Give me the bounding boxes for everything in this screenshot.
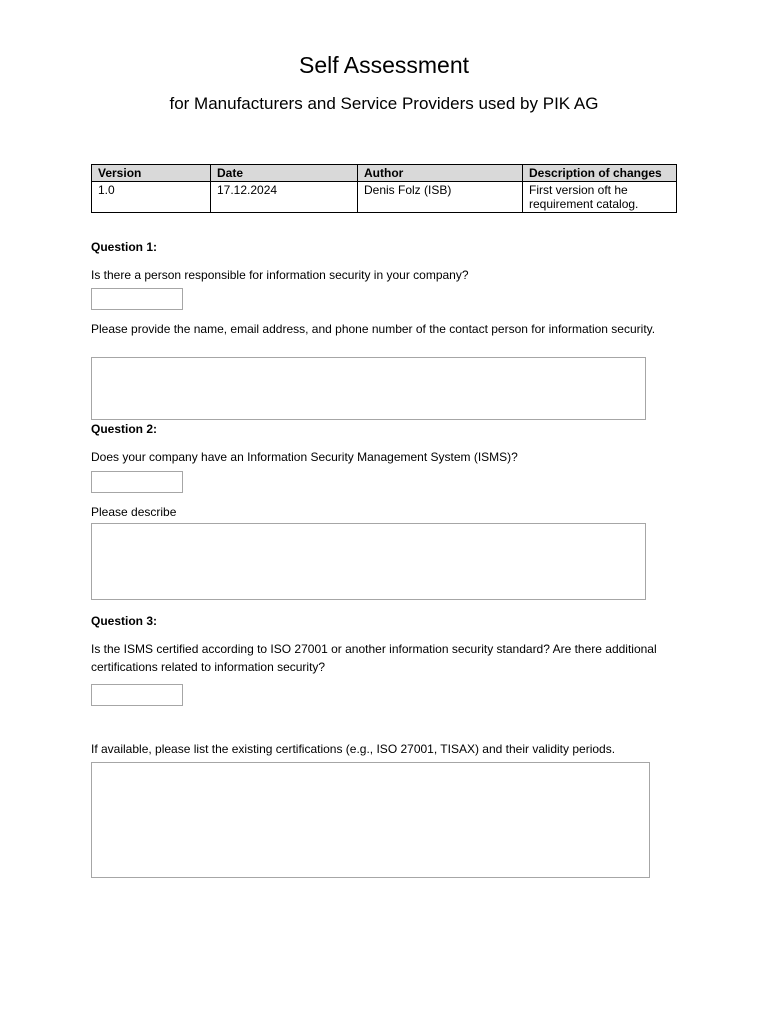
header-date: Date (211, 165, 358, 182)
header-description: Description of changes (523, 165, 677, 182)
question-2-answer-field[interactable] (91, 471, 183, 493)
question-1-contact-field[interactable] (91, 357, 646, 420)
revision-table (91, 164, 677, 213)
question-3-followup-text: If available, please list the existing certifications (e.g., ISO 27001, TISAX) and their validity periods. (91, 742, 616, 756)
header-version: Version (92, 165, 211, 182)
question-3-label: Question 3: (91, 614, 158, 628)
question-2-label: Question 2: (91, 422, 158, 436)
page-title: Self Assessment (298, 52, 470, 78)
table-row (92, 182, 677, 213)
cell-author: Denis Folz (ISB) (358, 182, 523, 213)
cell-version: 1.0 (92, 182, 211, 213)
cell-date: 17.12.2024 (211, 182, 358, 213)
revision-table-header (92, 165, 677, 182)
question-1-text: Is there a person responsible for information security in your company? (91, 268, 469, 282)
question-3-text: Is the ISMS certified according to ISO 27001 or another information security standard? Are there additional certifications related to information security? (91, 642, 657, 674)
question-1-answer-field[interactable] (91, 288, 183, 310)
question-2-description-field[interactable] (91, 523, 646, 600)
page-subtitle: for Manufacturers and Service Providers used by PIK AG (169, 94, 599, 113)
question-2-followup-text: Please describe (91, 505, 177, 519)
question-1-label: Question 1: (91, 240, 158, 254)
question-1-followup-text: Please provide the name, email address, and phone number of the contact person for information security. (91, 322, 656, 336)
cell-description: First version oft he requirement catalog. (523, 182, 677, 213)
question-3-answer-field[interactable] (91, 684, 183, 706)
question-2-text: Does your company have an Information Security Management System (ISMS)? (91, 450, 518, 464)
header-author: Author (358, 165, 523, 182)
question-3-certifications-field[interactable] (91, 762, 650, 878)
